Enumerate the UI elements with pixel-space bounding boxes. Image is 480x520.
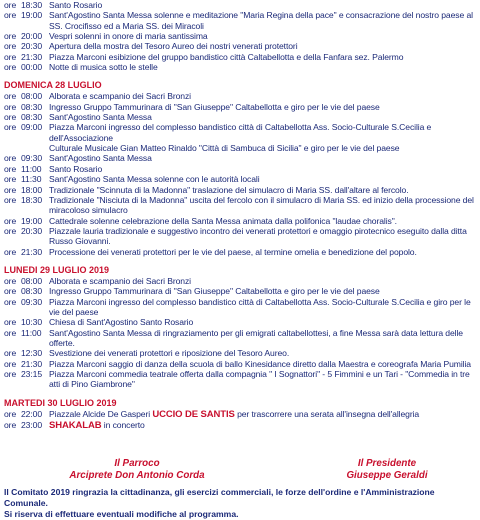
schedule-row: [4, 41, 476, 51]
event-description: Piazza Marconi ingresso del complesso bandistico città di Caltabellotta Ass. Socio-Culturale S.Cecilia e dell'Associazione: [49, 122, 432, 143]
ore-label: ore: [4, 62, 17, 73]
presidente-role: Il Presidente: [357, 458, 417, 469]
schedule-row: [4, 276, 476, 286]
schedule-row: [4, 359, 476, 369]
event-time: [21, 236, 49, 246]
event-description: Vespri solenni in onore di maria santissima: [49, 31, 208, 42]
ore-label: ore: [4, 420, 17, 431]
ore-label: ore: [4, 296, 17, 307]
program-schedule: [4, 0, 476, 431]
event-time: 10:30: [21, 317, 43, 328]
ore-label: ore: [4, 174, 17, 185]
footer-notice: [4, 487, 476, 520]
event-time: 19:00: [21, 10, 43, 21]
schedule-row: [4, 195, 476, 205]
day-heading: MARTEDI 30 LUGLIO 2019: [4, 397, 117, 408]
ore-label: ore: [4, 225, 17, 236]
signature-presidente: [312, 458, 462, 482]
event-time: 11:30: [21, 174, 42, 185]
event-description: Santo Rosario: [49, 0, 103, 10]
schedule-row: [4, 122, 476, 143]
event-description: Piazza Marconi esibizione del gruppo bandistico città Caltabellotta e della Fanfara sez. Palermo: [49, 51, 404, 62]
ore-label: ore: [4, 194, 17, 205]
event-description: Piazza Marconi ingresso del complesso bandistico città di Caltabellotta Ass. Socio-Culturale S.Cecilia e giro per le: [49, 296, 471, 307]
event-description: Processione dei venerati protettori per le vie del paese, al termine omelia e benedizione del popolo.: [49, 246, 417, 257]
event-description: Cattedrale solenne celebrazione della Santa Messa animata dalla polifonica "laudae choralis".: [49, 215, 397, 226]
event-description: Sant'Agostino Santa Messa solenne con le autorità locali: [49, 174, 260, 185]
schedule-row: [4, 328, 476, 338]
event-description: Tradizionale "Nisciuta di la Madonna" uscita del fercolo con il simulacro di Maria SS. ed inizio della processione del: [49, 194, 474, 205]
event-time: 18:00: [21, 184, 43, 195]
event-time: 11:00: [21, 163, 42, 174]
event-time: 20:00: [21, 31, 43, 42]
schedule-row: [4, 102, 476, 112]
footer-line-1: Il Comitato 2019 ringrazia la cittadinanza, gli esercizi commerciali, le forze dell'ordine e l'Amministrazione Comunale.: [4, 487, 435, 508]
event-time: 20:30: [21, 225, 43, 236]
ore-label: ore: [4, 122, 17, 133]
ore-label: ore: [4, 215, 17, 226]
schedule-row: [4, 297, 476, 307]
event-time: 08:30: [21, 112, 43, 123]
event-description: atti di Pino Giambrone": [49, 379, 135, 390]
schedule-row: [4, 205, 476, 215]
event-time: 09:00: [21, 122, 43, 133]
event-text-post: per trascorrere una serata all'insegna dell'allegria: [234, 408, 420, 419]
schedule-row: [4, 62, 476, 72]
event-description: Tradizionale "Scinnuta di la Madonna" traslazione del simulacro di Maria SS. dall'altare al fercolo.: [49, 184, 409, 195]
event-time: [21, 21, 49, 31]
ore-label: ore: [4, 153, 17, 164]
event-time: 19:00: [21, 215, 43, 226]
ore-label: ore: [4, 41, 17, 52]
schedule-row: [4, 236, 476, 246]
event-time: 23:00: [21, 420, 43, 431]
event-time: 20:30: [21, 41, 43, 52]
ore-label: ore: [4, 101, 17, 112]
event-description: Sant'Agostino Santa Messa: [49, 153, 152, 164]
schedule-row: [4, 369, 476, 379]
event-description: vie del paese: [49, 306, 99, 317]
ore-label: ore: [4, 31, 17, 42]
event-time: 21:30: [21, 358, 43, 369]
event-time: 08:30: [21, 286, 43, 297]
schedule-row: [4, 174, 476, 184]
event-time: 11:00: [21, 327, 42, 338]
schedule-row: [4, 379, 476, 389]
schedule-row: [4, 247, 476, 257]
ore-label: ore: [4, 10, 17, 21]
performer-highlight: SHAKALAB: [49, 420, 102, 432]
event-time: 09:30: [21, 153, 43, 164]
event-description: Ingresso Gruppo Tammurinara di "San Giuseppe" Caltabellotta e giro per le vie del paese: [49, 286, 380, 297]
ore-label: ore: [4, 184, 17, 195]
schedule-row: [4, 317, 476, 327]
schedule-row: [4, 164, 476, 174]
ore-label: ore: [4, 112, 17, 123]
event-time: 22:00: [21, 408, 43, 419]
ore-label: ore: [4, 0, 17, 10]
parroco-role: Il Parroco: [114, 458, 160, 469]
event-text-post: in concerto: [101, 420, 145, 431]
day-heading: DOMENICA 28 LUGLIO: [4, 80, 102, 91]
event-description: Alborata e scampanio dei Sacri Bronzi: [49, 275, 191, 286]
event-description: offerte.: [49, 337, 75, 348]
ore-label: [4, 21, 21, 31]
schedule-row: [4, 226, 476, 236]
ore-label: ore: [4, 286, 17, 297]
schedule-row: [4, 91, 476, 101]
event-description: Apertura della mostra del Tesoro Aureo dei nostri venerati protettori: [49, 41, 298, 52]
event-description: Chiesa di Sant'Agostino Santo Rosario: [49, 317, 194, 328]
event-description: Ingresso Gruppo Tammurinara di "San Giuseppe" Caltabellotta e giro per le vie del paese: [49, 101, 380, 112]
ore-label: ore: [4, 51, 17, 62]
event-time: 09:30: [21, 296, 43, 307]
ore-label: [4, 143, 21, 153]
event-description: Russo Giovanni.: [49, 236, 111, 247]
schedule-row: [4, 143, 476, 153]
event-time: 08:30: [21, 101, 43, 112]
schedule-row: [4, 348, 476, 358]
ore-label: [4, 379, 21, 389]
schedule-row: [4, 286, 476, 296]
event-description: Sant'Agostino Santa Messa: [49, 112, 152, 123]
event-time: 12:30: [21, 348, 43, 359]
day-heading: LUNEDI 29 LUGLIO 2019: [4, 264, 110, 275]
ore-label: ore: [4, 327, 17, 338]
schedule-day-3: [4, 398, 476, 432]
footer-line-2: Si riserva di effettuare eventuali modifiche al programma.: [4, 509, 239, 519]
event-description: Sant'Agostino Santa Messa solenne e meditazione "Maria Regina della pace" e consacrazione del nostro paese al: [49, 10, 473, 21]
ore-label: ore: [4, 408, 17, 419]
event-description: [49, 420, 476, 431]
event-time: 00:00: [21, 62, 43, 73]
ore-label: ore: [4, 163, 17, 174]
ore-label: ore: [4, 91, 17, 102]
ore-label: [4, 338, 21, 348]
event-time: 18:30: [21, 194, 43, 205]
ore-label: ore: [4, 348, 17, 359]
event-time: 18:30: [21, 0, 43, 10]
event-description: Svestizione dei venerati protettori e riposizione del Tesoro Aureo.: [49, 348, 290, 359]
ore-label: ore: [4, 246, 17, 257]
ore-label: ore: [4, 369, 17, 379]
schedule-row: [4, 307, 476, 317]
event-description: SS. Crocifisso ed a Maria SS. dei Miracoli: [49, 20, 204, 31]
event-time: 08:00: [21, 275, 43, 286]
ore-label: [4, 236, 21, 246]
signature-parroco: [52, 458, 222, 482]
event-description: Notte di musica sotto le stelle: [49, 62, 158, 73]
ore-label: ore: [4, 358, 17, 369]
schedule-row: [4, 216, 476, 226]
event-time: [21, 205, 49, 215]
event-time: 21:30: [21, 246, 43, 257]
parroco-name: Arciprete Don Antonio Corda: [69, 470, 205, 481]
event-description: Sant'Agostino Santa Messa di ringraziamento per gli emigrati caltabellottesi, a fine Messa sarà data lettura delle: [49, 327, 463, 338]
event-description: [49, 409, 476, 420]
schedule-row: [4, 52, 476, 62]
event-time: [21, 338, 49, 348]
schedule-row: [4, 112, 476, 122]
schedule-row: [4, 338, 476, 348]
event-time: [21, 143, 49, 153]
schedule-row: [4, 409, 476, 420]
event-description: Piazza Marconi commedia teatrale offerta dalla compagnia " I Sognattori" - 5 Fimmini e un Tari - "Commedia in tre: [49, 369, 470, 379]
schedule-day-1: [4, 80, 476, 257]
ore-label: ore: [4, 317, 17, 328]
ore-label: ore: [4, 275, 17, 286]
event-time: [21, 379, 49, 389]
event-description: Alborata e scampanio dei Sacri Bronzi: [49, 91, 191, 102]
event-time: 08:00: [21, 91, 43, 102]
event-time: [21, 307, 49, 317]
presidente-name: Giuseppe Geraldi: [346, 470, 428, 481]
event-time: 23:15: [21, 369, 43, 379]
schedule-row: [4, 0, 476, 10]
ore-label: [4, 307, 21, 317]
event-text-pre: Piazzale Alcide De Gasperi: [49, 408, 153, 419]
event-description: Culturale Musicale Gian Matteo Rinaldo "Città di Sambuca di Sicilia" e giro per le vie del paese: [49, 143, 400, 154]
schedule-row: [4, 153, 476, 163]
schedule-day-0: [4, 0, 476, 72]
schedule-row: [4, 21, 476, 31]
schedule-day-2: [4, 265, 476, 390]
schedule-row: [4, 420, 476, 431]
event-description: Santo Rosario: [49, 163, 103, 174]
event-description: Piazza Marconi saggio di danza della scuola di ballo Kinesidance diretto dalla Maestra e coreografa Maria Pumilia: [49, 358, 471, 369]
performer-highlight: UCCIO DE SANTIS: [152, 408, 235, 420]
schedule-row: [4, 185, 476, 195]
event-description: miracoloso simulacro: [49, 205, 128, 216]
event-description: Piazzale lauria tradizionale e suggestivo incontro dei venerati protettori e omaggio pirotecnico eseguito dalla ditta: [49, 225, 467, 236]
event-time: 21:30: [21, 51, 43, 62]
schedule-row: [4, 31, 476, 41]
schedule-row: [4, 10, 476, 20]
ore-label: [4, 205, 21, 215]
